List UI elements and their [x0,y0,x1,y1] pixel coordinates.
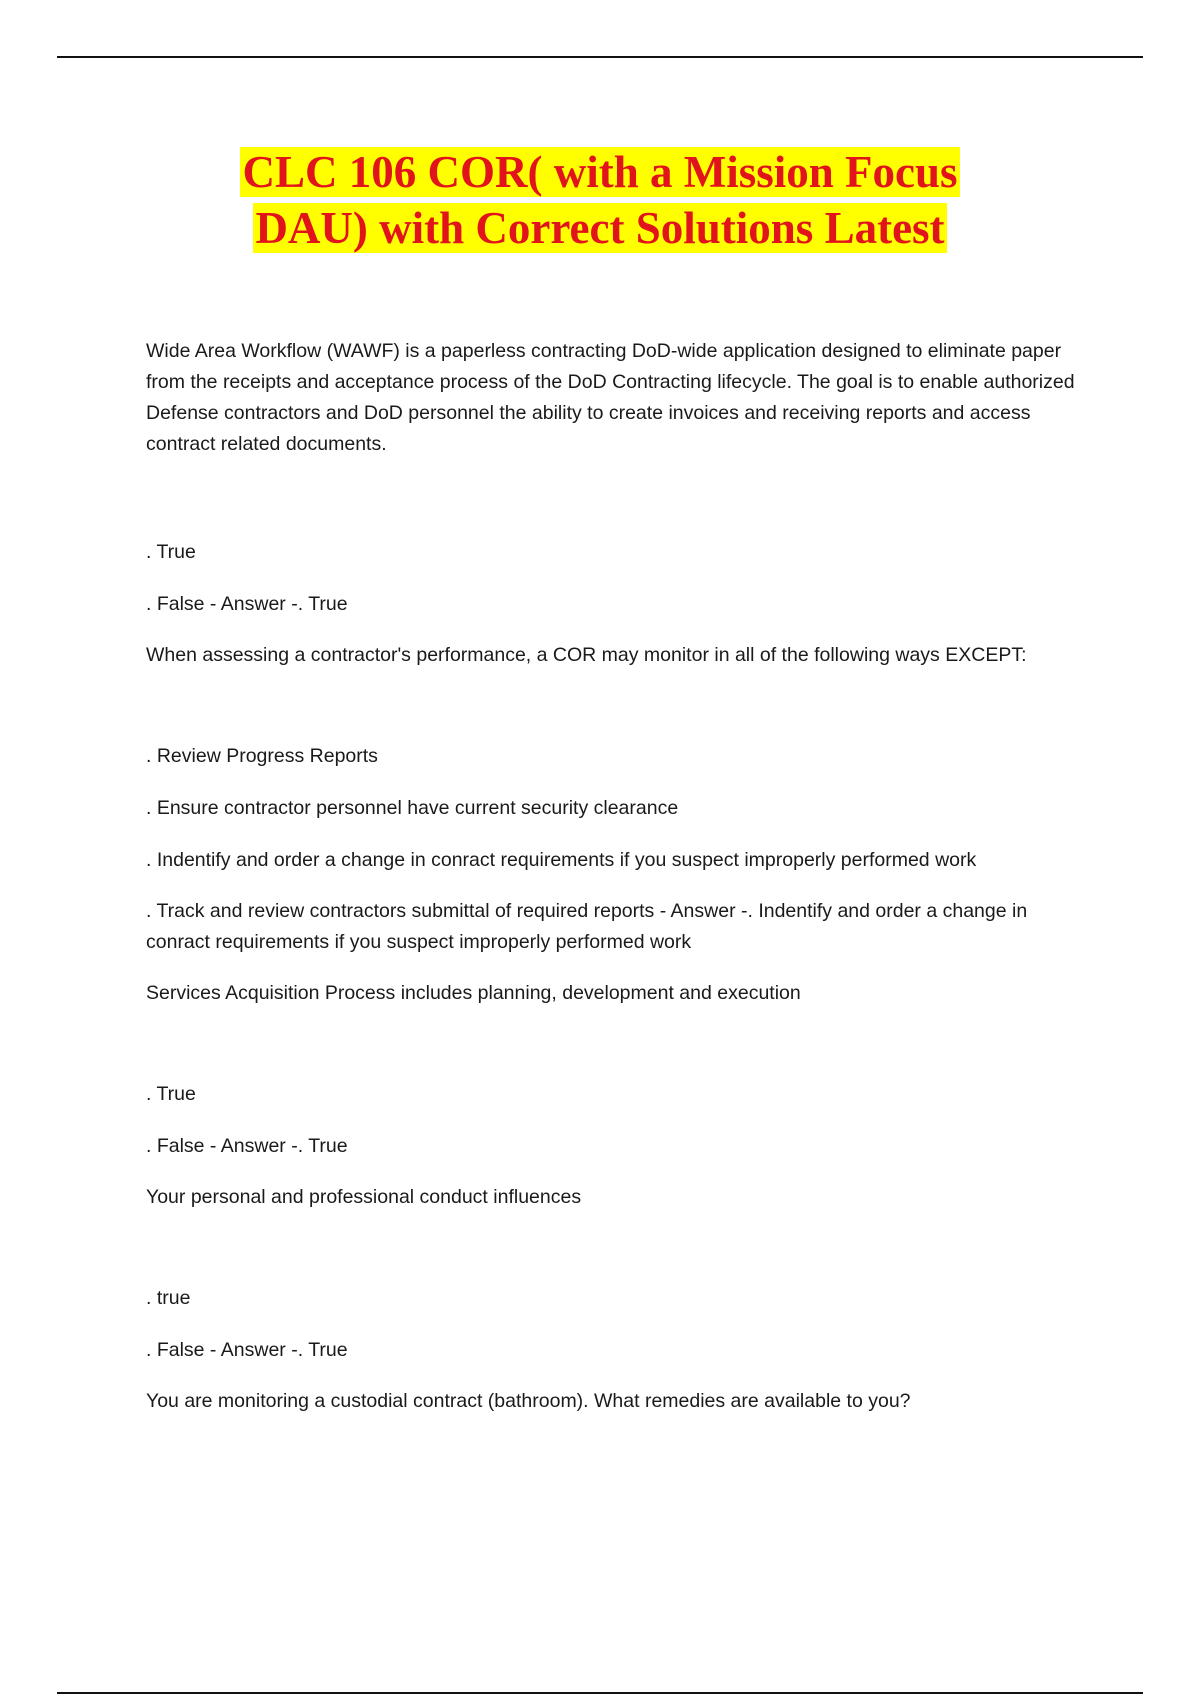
answer-option: . True [146,1083,196,1105]
question-text: Your personal and professional conduct influences [146,1186,582,1208]
answer-option: . Track and review contractors submittal of required reports - Answer -. Indentify and order a change in conract requirements if you suspect improperly performed work [146,900,1028,953]
answer-option: . False - Answer -. True [146,593,348,615]
answer-option: . False - Answer -. True [146,1339,348,1361]
answer-option: . False - Answer -. True [146,1135,348,1157]
question-text: When assessing a contractor's performance, a COR may monitor in all of the following ways EXCEPT: [146,644,1027,666]
document-body [146,336,1086,1417]
answer-option: . Review Progress Reports [146,745,378,767]
answer-option: . Ensure contractor personnel have current security clearance [146,797,679,819]
answer-option: . true [146,1287,191,1309]
title-line-1: CLC 106 COR( with a Mission Focus [242,147,958,197]
title-line-2: DAU) with Correct Solutions Latest [255,203,945,253]
question-text: You are monitoring a custodial contract (bathroom). What remedies are available to you? [146,1390,911,1412]
answer-option: . True [146,541,196,563]
question-text: Wide Area Workflow (WAWF) is a paperless contracting DoD-wide application designed to eliminate paper from the receipts and acceptance process of the DoD Contracting lifecycle. The goal is to enable authorized Defense contractors and DoD personnel the ability to create invoices and receiving reports and access contract related documents. [146,340,1075,455]
document-title [0,144,1200,256]
answer-option: . Indentify and order a change in conract requirements if you suspect improperly performed work [146,849,977,871]
question-text: Services Acquisition Process includes planning, development and execution [146,982,801,1004]
top-rule [57,56,1143,58]
bottom-rule [57,1692,1143,1694]
